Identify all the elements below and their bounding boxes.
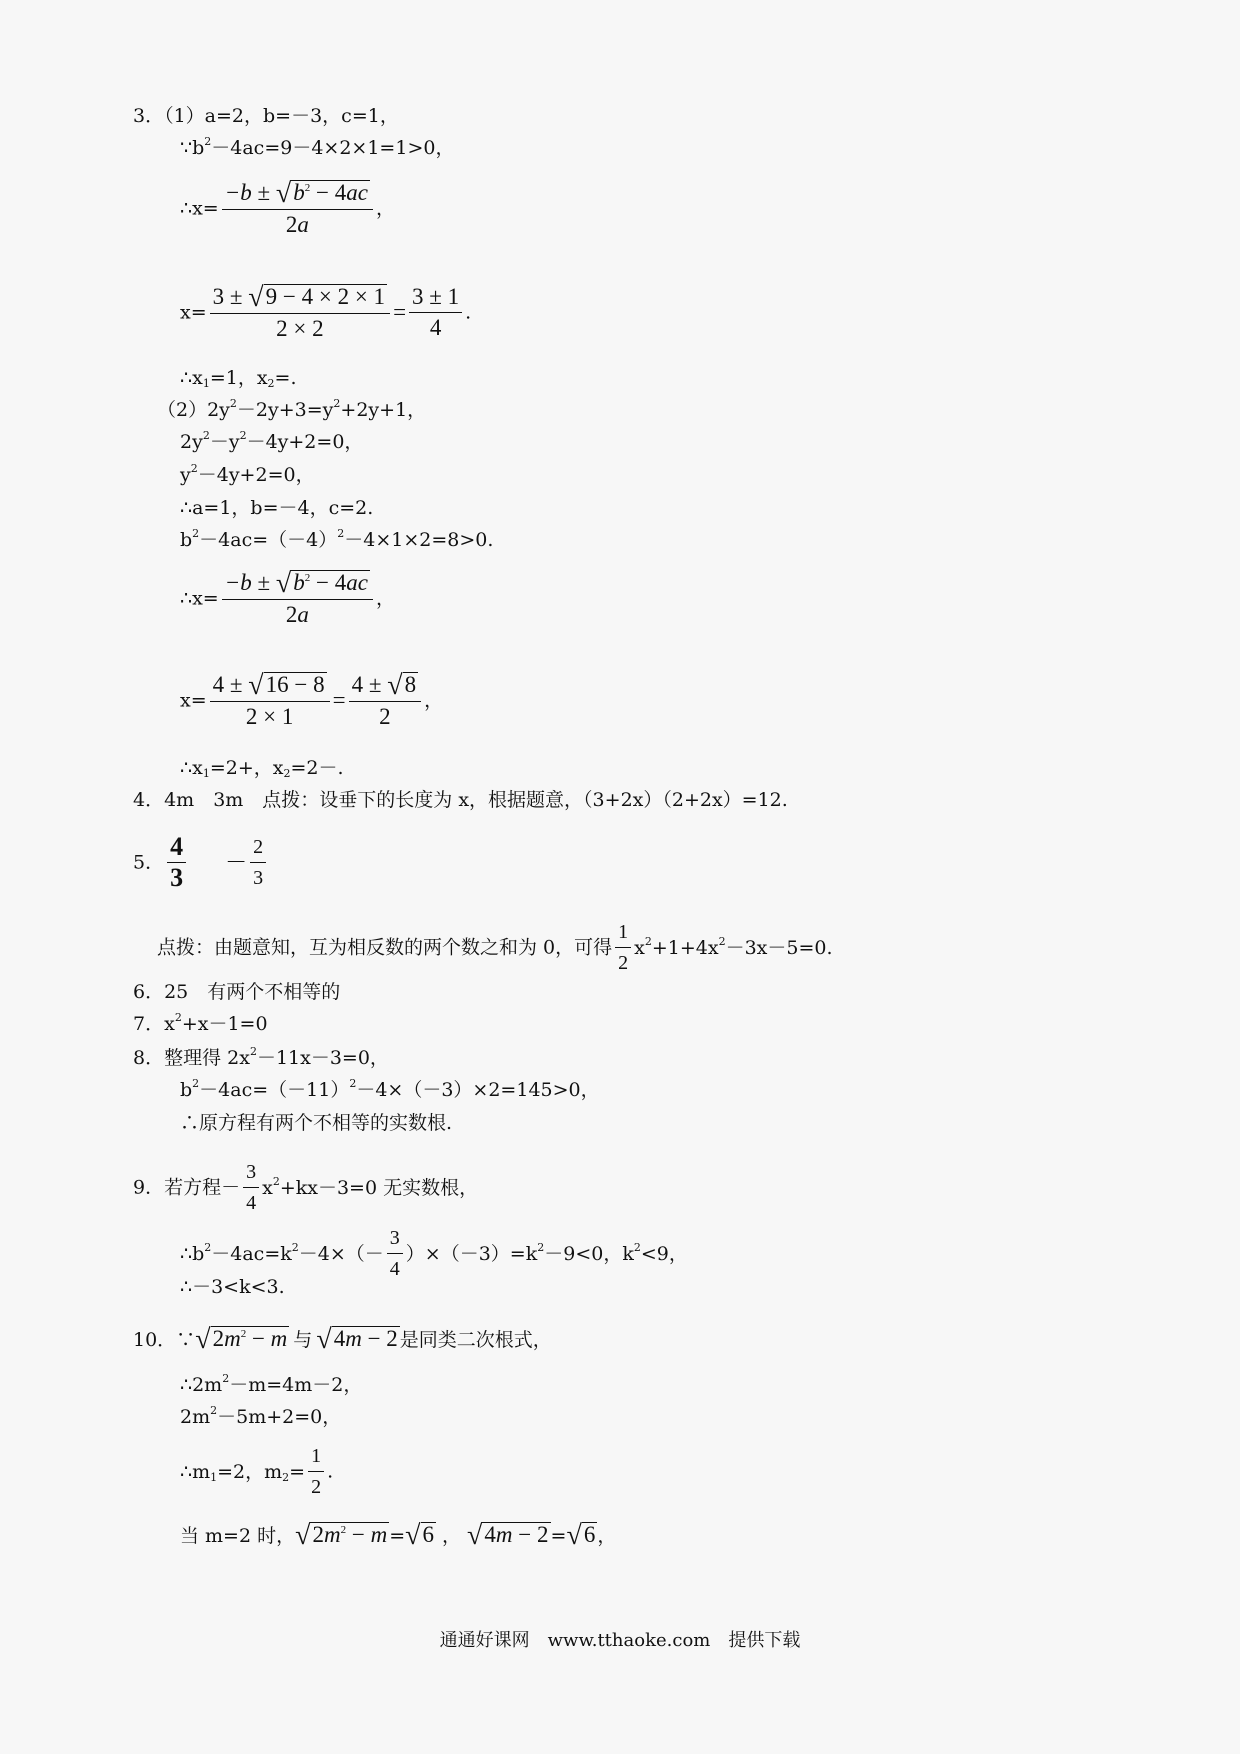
q3-part2-line5: $b^2-4ac=(-4)^2-4\times 1\times 2=8>0$. <box>180 527 494 551</box>
q3-formula-2: x= $\frac{3 \pm √9 - 4 \times 2 \times 1}{2 \times 2}$ = $\frac{3 \pm 1}{4}$ . <box>180 282 472 341</box>
q4-line: 4．4m 3m 点拨：设垂下的长度为 x，根据题意，（3+2x）（2+2x）=12. <box>133 789 788 811</box>
q3-formula-1: ∴x= $\frac{-b \pm √b^2 - 4ac}{2a}$ ， <box>180 178 395 237</box>
q3-part2-line2: $2y^2-y^2-4y+2=0$， <box>180 429 364 453</box>
q3-line2: $\because b^2-4ac=9-4\times 2\times 1=1>0$， <box>180 135 455 159</box>
q3-roots-2: $\therefore x_1=2+$，$x_2=2-$. <box>180 757 344 780</box>
q9-line2: $\therefore b^2-4ac=k^2-4\times(-$ $\frac{3}{4}$ ）$\times(-3)=k^2-9<0$，$k^2<9$， <box>180 1227 688 1280</box>
q3-formula-4: x= $\frac{4 \pm √16 - 8}{2 \times 1}$ = $\frac{4 \pm √8}{2}$ ， <box>180 670 444 729</box>
q5-hint: 点拨：由题意知，互为相反数的两个数之和为 0，可得 $\frac{1}{2}$ $x^2+1+4x^2-3x-5=0$. <box>157 921 833 974</box>
q7-line: 7．$x^2+x-1=0$ <box>133 1011 268 1035</box>
q6-line: 6．25 有两个不相等的 <box>133 981 341 1003</box>
q8-line2: $b^2-4ac=(-11)^2-4\times(-3)\times 2=145>0$， <box>180 1077 600 1101</box>
q3-part2-line1: $(2)2y^2-2y+3=y^2+2y+1$， <box>157 397 427 421</box>
q9-line3: ∴－3<k<3. <box>180 1276 285 1298</box>
q10-line1: 10．$\because√2m^2 - m$ 与 √4m − 2 是同类二次根式， <box>133 1324 552 1355</box>
q3-roots-1: $\therefore x_1=1$，$x_2=$. <box>180 367 297 390</box>
q10-line5: 当 m=2 时，$√2m^2 - m =√6$ ， √4m − 2 =√6 ， <box>180 1520 617 1551</box>
q10-line4: $\therefore m_1=2$，$m_2=$ $\frac{1}{2}$ . <box>180 1445 334 1498</box>
q9-line1: 9．若方程－ $\frac{3}{4}$ $x^2+kx-3=0$ 无实数根， <box>133 1161 479 1214</box>
q5-line: 5． $\frac{4}{3}$ － $\frac{2}{3}$ <box>133 835 269 890</box>
q10-line3: $2m^2-5m+2=0$， <box>180 1404 342 1428</box>
q8-line1: 8．整理得 $2x^2-11x-3=0$， <box>133 1045 389 1069</box>
q3-part2-line3: $y^2-4y+2=0$， <box>180 462 315 486</box>
q3-formula-3: ∴x= $\frac{-b \pm √b^2 - 4ac}{2a}$ ， <box>180 568 395 627</box>
page-footer: 通通好课网 www.tthaoke.com 提供下载 <box>439 1630 801 1651</box>
q3-line1: 3．（1）a=2，b=－3，c=1， <box>133 105 399 127</box>
q10-line2: $\therefore 2m^2-m=4m-2$， <box>180 1372 363 1396</box>
q8-line3: ∴原方程有两个不相等的实数根. <box>180 1112 453 1134</box>
q3-part2-line4: ∴a=1，b=－4，c=2. <box>180 497 374 519</box>
